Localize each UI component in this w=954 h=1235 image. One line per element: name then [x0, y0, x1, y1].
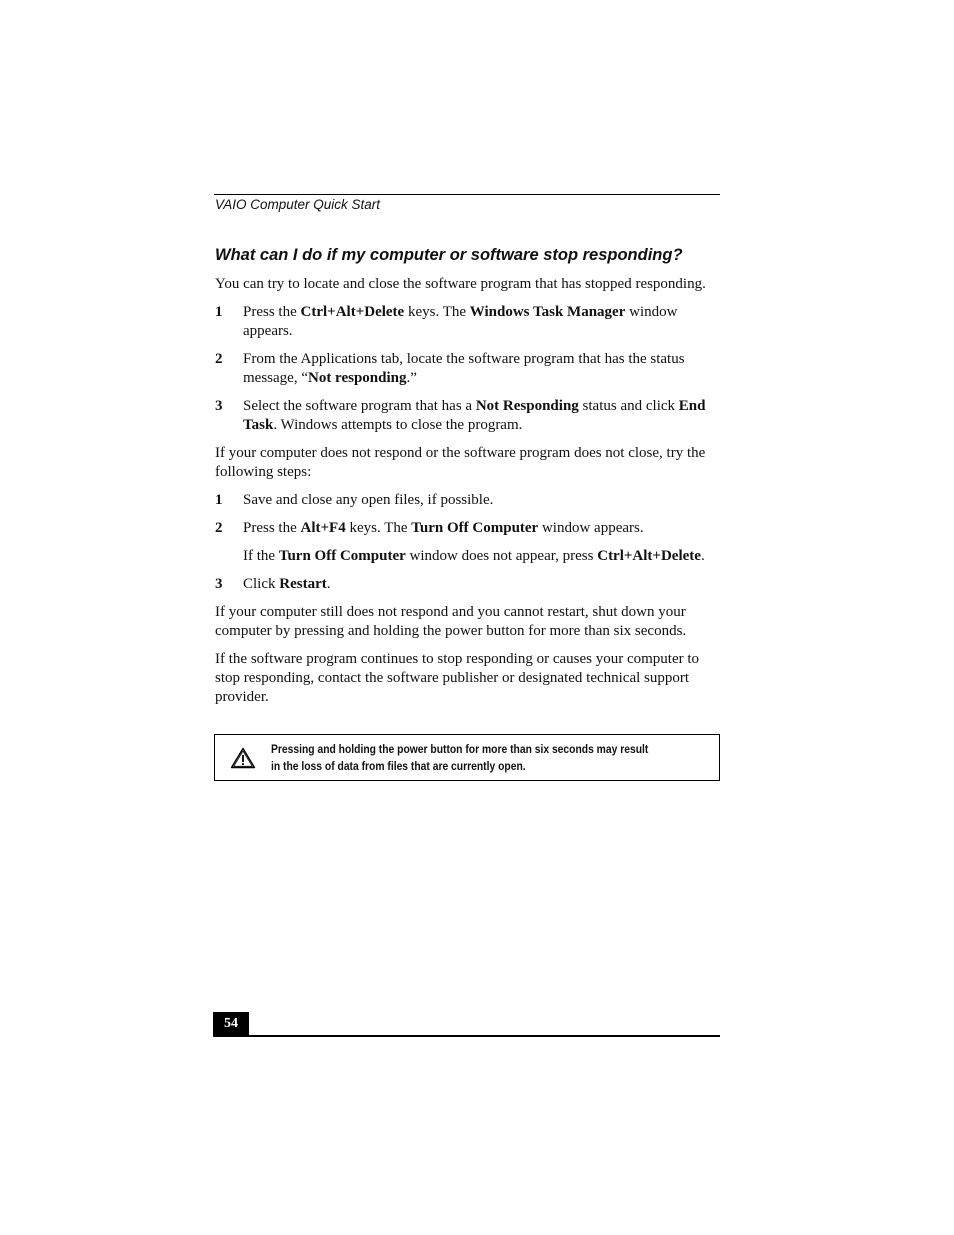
step-a-3: 3 Select the software program that has a Not Responding status and click End Task. Windows attempts to close the program.: [215, 398, 706, 433]
step-a-2: 2 From the Applications tab, locate the software program that has the status message, “Not responding.”: [215, 351, 685, 386]
page-content: [215, 244, 721, 716]
support-paragraph: If the software program continues to stop responding or causes your computer to stop responding, contact the software publisher or designated technical support provider.: [215, 651, 700, 705]
step-a-1: 1 Press the Ctrl+Alt+Delete keys. The Windows Task Manager window appears.: [215, 304, 678, 339]
intro-paragraph: You can try to locate and close the software program that has stopped responding.: [215, 276, 706, 292]
header-rule: [214, 194, 720, 195]
caution-text: Pressing and holding the power button for more than six seconds may result in the loss of data from files that are currently open.: [271, 741, 649, 773]
step-b-2-note: If the Turn Off Computer window does not appear, press Ctrl+Alt+Delete.: [243, 548, 705, 564]
followup-paragraph: If your computer does not respond or the software program does not close, try the following steps:: [215, 445, 706, 480]
page-number: 54: [213, 1012, 249, 1036]
footer-rule: [213, 1035, 720, 1037]
step-b-2: 2 Press the Alt+F4 keys. The Turn Off Computer window appears.: [215, 520, 644, 536]
warning-triangle-icon: [215, 747, 271, 769]
running-head: VAIO Computer Quick Start: [215, 197, 381, 212]
step-b-1: 1 Save and close any open files, if possible.: [215, 492, 494, 508]
step-b-3: 3 Click Restart.: [215, 576, 331, 592]
caution-box: [214, 734, 720, 781]
section-heading: What can I do if my computer or software stop responding?: [215, 246, 683, 264]
shutdown-paragraph: If your computer still does not respond and you cannot restart, shut down your computer by pressing and holding the power button for more than six seconds.: [215, 604, 687, 639]
